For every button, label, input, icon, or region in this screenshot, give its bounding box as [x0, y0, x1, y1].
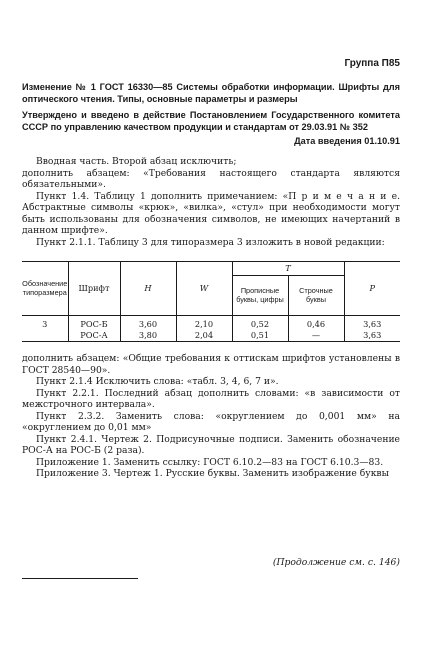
- cell-upper: 0,52: [232, 316, 288, 330]
- cell-lower: —: [288, 330, 344, 342]
- approval-statement: Утверждено и введено в действие Постановлением Государственного комитета СССР по управлению качеством продукции и стандартам от 29.03.91 № 352: [22, 110, 400, 132]
- cell-p: 3,63: [363, 319, 382, 329]
- cell-font: РОС-А: [68, 330, 120, 342]
- continued-note: (Продолжение см. с. 146): [272, 557, 400, 568]
- header-lowercase: Строчные буквы: [288, 276, 344, 316]
- cell-font: РОС-Б: [68, 316, 120, 330]
- paragraph-item-2-1-1: Пункт 2.1.1. Таблицу 3 для типоразмера 3 изложить в новой редакции:: [36, 236, 385, 248]
- cell-lower: 0,46: [288, 316, 344, 330]
- cell-size: [22, 330, 68, 342]
- cell-h: 3,60: [120, 316, 176, 330]
- body-intro: [22, 156, 400, 248]
- paragraph-intro-line1: Вводная часть. Второй абзац исключить;: [36, 156, 237, 167]
- paragraph-addition: дополнить абзацем: «Общие требования к оттискам шрифтов установлены в ГОСТ 28540—90».: [22, 353, 400, 376]
- cell-upper: 0,51: [232, 330, 288, 342]
- paragraph-item-1-4: Пункт 1.4. Таблицу 1 дополнить примечанием: «П р и м е ч а н и е. Абстрактные символы «крюк», «вилка», «стул» при необходимости могут быть использованы для обозначения символов, не имеющих начертаний в данном шрифте».: [22, 190, 400, 236]
- cell-h: 3,80: [120, 330, 176, 342]
- header-uppercase: Прописные буквы, цифры: [232, 276, 288, 316]
- cell-w: 2,10: [176, 316, 232, 330]
- header-size: Обозначение типоразмера: [22, 262, 68, 316]
- paragraph-appendix-1: Приложение 1. Заменить ссылку: ГОСТ 6.10.2—83 на ГОСТ 6.10.3—83.: [36, 456, 384, 468]
- cell-w: 2,04: [176, 330, 232, 342]
- group-code: Группа П85: [344, 58, 400, 69]
- header-w: W: [176, 262, 232, 316]
- paragraph-appendix-3: Приложение 3. Чертеж 1. Русские буквы. Заменить изображение буквы: [36, 468, 389, 479]
- cell-size: 3: [22, 316, 68, 330]
- effective-date: Дата введения 01.10.91: [294, 136, 400, 146]
- table-row: [22, 316, 400, 330]
- paragraph-intro-line2: дополнить абзацем: «Требования настоящего стандарта являются обязательными».: [22, 167, 400, 190]
- cell-p: 3,63: [344, 330, 400, 342]
- paragraph-item-2-4-1: Пункт 2.4.1. Чертеж 2. Подрисуночные подписи. Заменить обозначение РОС-А на РОС-Б (2 раза).: [22, 433, 400, 456]
- paragraph-item-2-1-4: Пункт 2.1.4 Исключить слова: «табл. 3, 4, 6, 7 и».: [36, 376, 279, 387]
- amendment-title: Изменение № 1 ГОСТ 16330—85 Системы обработки информации. Шрифты для оптического чтения. Типы, основные параметры и размеры: [22, 82, 400, 104]
- header-p: P: [344, 262, 400, 316]
- paragraph-item-2-2-1: Пункт 2.2.1. Последний абзац дополнить словами: «в зависимости от межстрочного интервала».: [22, 387, 400, 410]
- paragraph-item-2-3-2: Пункт 2.3.2. Заменить слова: «округлением до 0,001 мм» на «округлением до 0,01 мм»: [22, 410, 400, 433]
- dimensions-table: [22, 261, 400, 342]
- header-h: H: [120, 262, 176, 316]
- header-font: Шрифт: [68, 262, 120, 316]
- table-row: [22, 330, 400, 342]
- header-t: T: [232, 262, 344, 276]
- body-after-table: [22, 353, 400, 480]
- footer-rule: [22, 578, 138, 579]
